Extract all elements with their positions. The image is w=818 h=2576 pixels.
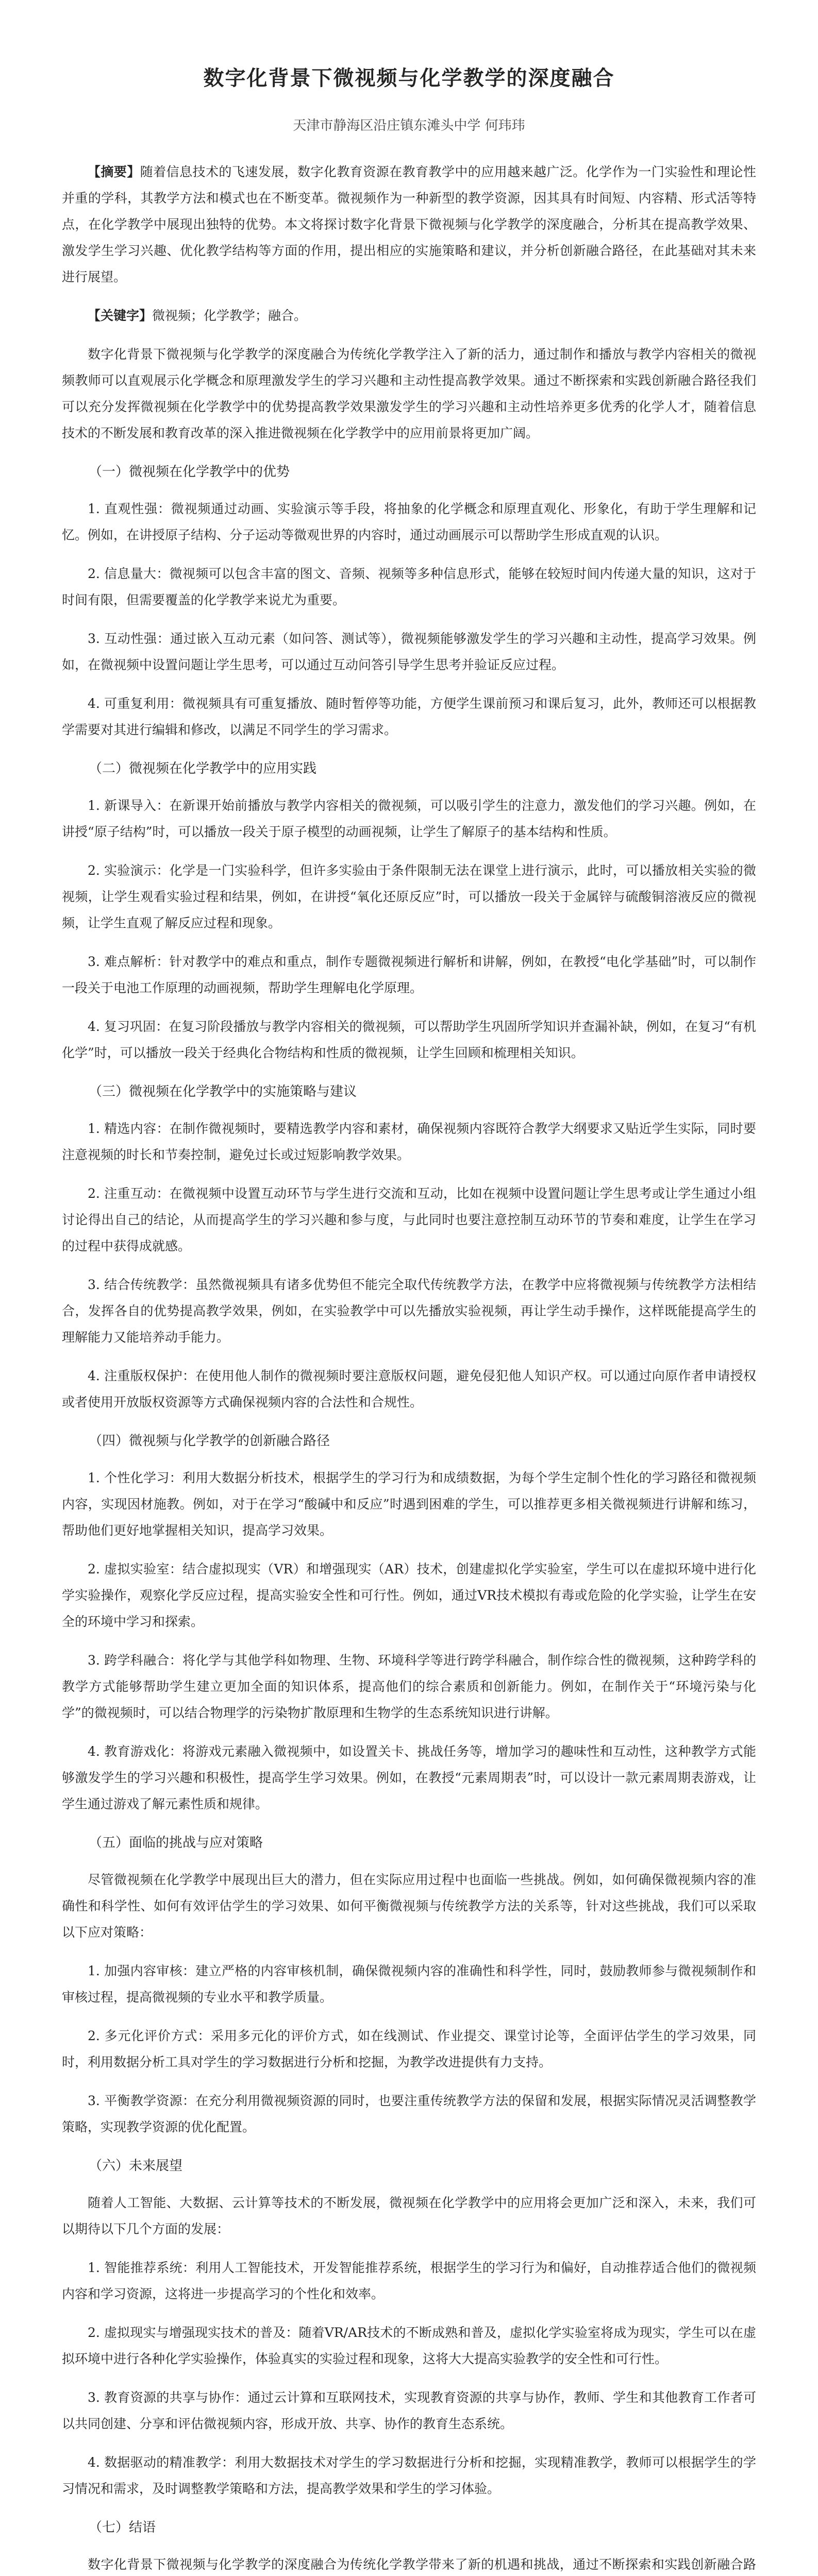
- body-paragraph: 1. 个性化学习：利用大数据分析技术，根据学生的学习行为和成绩数据，为每个学生定制个性化的学习路径和微视频内容，实现因材施教。例如，对于在学习“酸碱中和反应”时遇到困难的学生，可以推荐更多相关微视频进行讲解和练习，帮助他们更好地掌握相关知识，提高学习效果。: [62, 1470, 756, 1538]
- body-paragraph: 1. 新课导入：在新课开始前播放与教学内容相关的微视频，可以吸引学生的注意力，激发他们的学习兴趣。例如，在讲授“原子结构”时，可以播放一段关于原子模型的动画视频，让学生了解原子的基本结构和性质。: [62, 798, 756, 839]
- body-paragraph: 4. 可重复利用：微视频具有可重复播放、随时暂停等功能，方便学生课前预习和课后复习，此外，教师还可以根据教学需要对其进行编辑和修改，以满足不同学生的学习需求。: [62, 696, 756, 737]
- body-paragraph: 1. 智能推荐系统：利用人工智能技术，开发智能推荐系统，根据学生的学习行为和偏好，自动推荐适合他们的微视频内容和学习资源，这将进一步提高学习的个性化和效率。: [62, 2260, 756, 2301]
- body-paragraph: 2. 虚拟实验室：结合虚拟现实（VR）和增强现实（AR）技术，创建虚拟化学实验室，学生可以在虚拟环境中进行化学实验操作，观察化学反应过程，提高实验安全性和可行性。例如，通过VR技术模拟有毒或危险的化学实验，让学生在安全的环境中学习和探索。: [62, 1562, 756, 1629]
- doc-author: 天津市静海区沿庄镇东滩头中学 何玮玮: [293, 118, 525, 133]
- keywords: [62, 302, 756, 329]
- section-heading: （二）微视频在化学教学中的应用实践: [89, 761, 317, 776]
- body-paragraph: 1. 直观性强：微视频通过动画、实验演示等手段，将抽象的化学概念和原理直观化、形象化，有助于学生理解和记忆。例如，在讲授原子结构、分子运动等微观世界的内容时，通过动画展示可以帮助学生形成直观的认识。: [62, 501, 756, 543]
- body-paragraph: 数字化背景下微视频与化学教学的深度融合为传统化学教学注入了新的活力，通过制作和播放与教学内容相关的微视频教师可以直观展示化学概念和原理激发学生的学习兴趣和主动性提高教学效果。通过不断探索和实践创新融合路径我们可以充分发挥微视频在化学教学中的优势提高教学效果激发学生的学习兴趣和主动性培养更多优秀的化学人才，随着信息技术的不断发展和教育改革的深入推进微视频在化学教学中的应用前景将更加广阔。: [62, 347, 756, 440]
- section-heading: （三）微视频在化学教学中的实施策略与建议: [89, 1084, 357, 1099]
- body-paragraph: 2. 虚拟现实与增强现实技术的普及：随着VR/AR技术的不断成熟和普及，虚拟化学实验室将成为现实，学生可以在虚拟环境中进行各种化学实验操作，体验真实的实验过程和现象，这将大大提高实验教学的安全性和可行性。: [62, 2325, 756, 2366]
- body-paragraph: 4. 复习巩固：在复习阶段播放与教学内容相关的微视频，可以帮助学生巩固所学知识并查漏补缺，例如，在复习“有机化学”时，可以播放一段关于经典化合物结构和性质的微视频，让学生回顾和梳理相关知识。: [62, 1019, 756, 1060]
- body-paragraph: 随着人工智能、大数据、云计算等技术的不断发展，微视频在化学教学中的应用将会更加广泛和深入，未来，我们可以期待以下几个方面的发展：: [62, 2195, 756, 2236]
- body-paragraph: 3. 互动性强：通过嵌入互动元素（如问答、测试等），微视频能够激发学生的学习兴趣和主动性，提高学习效果。例如，在微视频中设置问题让学生思考，可以通过互动问答引导学生思考并验证反应过程。: [62, 631, 756, 672]
- section-heading: （一）微视频在化学教学中的优势: [89, 464, 290, 480]
- body-paragraph: 3. 结合传统教学：虽然微视频具有诸多优势但不能完全取代传统教学方法，在教学中应将微视频与传统教学方法相结合，发挥各自的优势提高教学效果，例如，在实验教学中可以先播放实验视频，再让学生动手操作，这样既能提高学生的理解能力又能培养动手能力。: [62, 1277, 756, 1345]
- body-paragraph: 3. 教育资源的共享与协作：通过云计算和互联网技术，实现教育资源的共享与协作，教师、学生和其他教育工作者可以共同创建、分享和评估微视频内容，形成开放、共享、协作的教育生态系统。: [62, 2390, 756, 2431]
- body-paragraph: 2. 注重互动：在微视频中设置互动环节与学生进行交流和互动，比如在视频中设置问题让学生思考或让学生通过小组讨论得出自己的结论，从而提高学生的学习兴趣和参与度，与此同时也要注意控制互动环节的节奏和难度，让学生在学习的过程中获得成就感。: [62, 1186, 756, 1253]
- body-paragraph: 4. 数据驱动的精准教学：利用大数据技术对学生的学习数据进行分析和挖掘，实现精准教学，教师可以根据学生的学习情况和需求，及时调整教学策略和方法，提高教学效果和学生的学习体验。: [62, 2455, 756, 2496]
- body-paragraph: 尽管微视频在化学教学中展现出巨大的潜力，但在实际应用过程中也面临一些挑战。例如，如何确保微视频内容的准确性和科学性、如何有效评估学生的学习效果、如何平衡微视频与传统教学方法的关系等，针对这些挑战，我们可以采取以下应对策略：: [62, 1872, 756, 1940]
- section-heading: （四）微视频与化学教学的创新融合路径: [89, 1433, 330, 1449]
- doc-title: 数字化背景下微视频与化学教学的深度融合: [203, 66, 615, 90]
- section-heading: （六）未来展望: [89, 2158, 183, 2174]
- abstract-label: 【摘要】: [88, 164, 140, 179]
- body-paragraph: 3. 跨学科融合：将化学与其他学科如物理、生物、环境科学等进行跨学科融合，制作综合性的微视频，这种跨学科的教学方式能够帮助学生建立更加全面的知识体系，提高他们的综合素质和创新能力。例如，在制作关于“环境污染与化学”的微视频时，可以结合物理学的污染物扩散原理和生物学的生态系统知识进行讲解。: [62, 1653, 756, 1720]
- body-paragraph: 3. 平衡教学资源：在充分利用微视频资源的同时，也要注重传统教学方法的保留和发展，根据实际情况灵活调整教学策略，实现教学资源的优化配置。: [62, 2093, 756, 2134]
- body-paragraph: 4. 注重版权保护：在使用他人制作的微视频时要注意版权问题，避免侵犯他人知识产权。可以通过向原作者申请授权或者使用开放版权资源等方式确保视频内容的合法性和合规性。: [62, 1368, 756, 1410]
- body-paragraph: 3. 难点解析：针对教学中的难点和重点，制作专题微视频进行解析和讲解，例如，在教授“电化学基础”时，可以制作一段关于电池工作原理的动画视频，帮助学生理解电化学原理。: [62, 954, 756, 995]
- keywords-label: 【关键字】: [88, 308, 153, 323]
- body-paragraph: 2. 实验演示：化学是一门实验科学，但许多实验由于条件限制无法在课堂上进行演示，此时，可以播放相关实验的微视频，让学生观看实验过程和结果，例如，在讲授“氧化还原反应”时，可以播放一段关于金属锌与硫酸铜溶液反应的微视频，让学生直观了解反应过程和现象。: [62, 863, 756, 930]
- body-paragraph: 4. 教育游戏化：将游戏元素融入微视频中，如设置关卡、挑战任务等，增加学习的趣味性和互动性，这种教学方式能够激发学生的学习兴趣和积极性，提高学生学习效果。例如，在教授“元素周期表”时，可以设计一款元素周期表游戏，让学生通过游戏了解元素性质和规律。: [62, 1744, 756, 1811]
- keywords-text: 微视频；化学教学；融合。: [152, 308, 307, 323]
- section-heading: （七）结语: [89, 2520, 156, 2535]
- body-paragraph: 1. 加强内容审核：建立严格的内容审核机制，确保微视频内容的准确性和科学性，同时，鼓励教师参与微视频制作和审核过程，提高微视频的专业水平和教学质量。: [62, 1963, 756, 2005]
- body-content: [62, 341, 756, 2576]
- body-paragraph: 2. 信息量大：微视频可以包含丰富的图文、音频、视频等多种信息形式，能够在较短时间内传递大量的知识，这对于时间有限，但需要覆盖的化学教学来说尤为重要。: [62, 566, 756, 607]
- body-paragraph: 数字化背景下微视频与化学教学的深度融合为传统化学教学带来了新的机遇和挑战，通过不断探索和实践创新融合路: [88, 2557, 756, 2572]
- abstract: [62, 159, 756, 290]
- body-paragraph: 2. 多元化评价方式：采用多元化的评价方式，如在线测试、作业提交、课堂讨论等，全面评估学生的学习效果，同时，利用数据分析工具对学生的学习数据进行分析和挖掘，为教学改进提供有力支持。: [62, 2028, 756, 2070]
- abstract-text: 随着信息技术的飞速发展，数字化教育资源在教育教学中的应用越来越广泛。化学作为一门实验性和理论性并重的学科，其教学方法和模式也在不断变革。微视频作为一种新型的教学资源，因其具有时间短、内容精、形式活等特点，在化学教学中展现出独特的优势。本文将探讨数字化背景下微视频与化学教学的深度融合，分析其在提高教学效果、激发学生学习兴趣、优化教学结构等方面的作用，提出相应的实施策略和建议，并分析创新融合路径，在此基础对其未来进行展望。: [62, 164, 756, 284]
- section-heading: （五）面临的挑战与应对策略: [89, 1835, 263, 1851]
- body-paragraph: 1. 精选内容：在制作微视频时，要精选教学内容和素材，确保视频内容既符合教学大纲要求又贴近学生实际，同时要注意视频的时长和节奏控制，避免过长或过短影响教学效果。: [62, 1121, 756, 1162]
